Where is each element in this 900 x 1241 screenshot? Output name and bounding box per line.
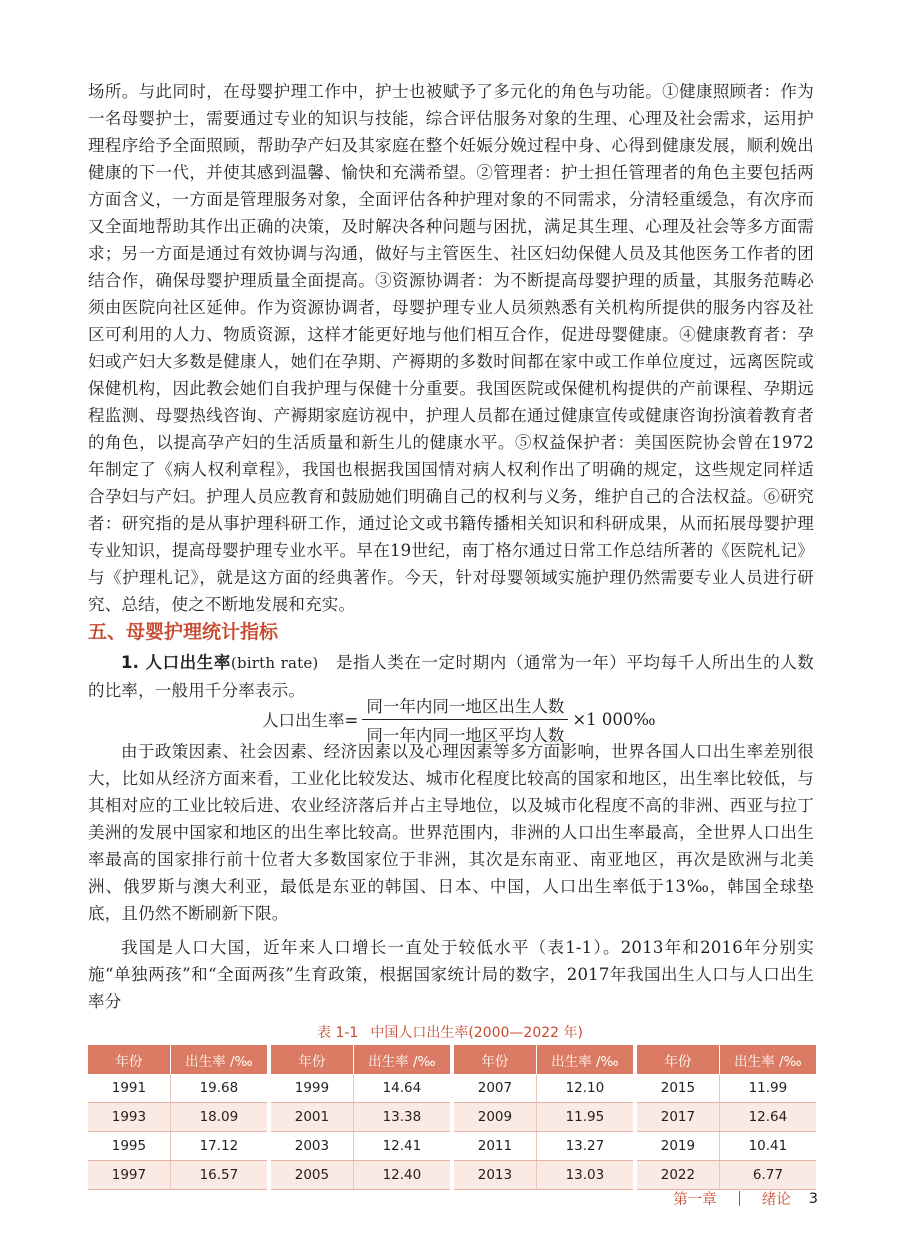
term-english: (birth rate) <box>230 654 319 672</box>
cell-year: 2017 <box>637 1103 719 1132</box>
cell-year: 2022 <box>637 1161 719 1190</box>
table-row <box>88 1074 267 1103</box>
table-row <box>637 1074 816 1103</box>
cell-year: 2013 <box>454 1161 536 1190</box>
page-number: 3 <box>808 1190 818 1207</box>
cell-rate: 10.41 <box>719 1132 816 1161</box>
header-year: 年份 <box>637 1045 719 1074</box>
table-group-2 <box>271 1045 450 1190</box>
table-header-row <box>88 1045 267 1074</box>
cell-year: 1993 <box>88 1103 170 1132</box>
page-footer <box>673 1188 818 1209</box>
table-row <box>271 1074 450 1103</box>
cell-year: 2007 <box>454 1074 536 1103</box>
cell-rate: 13.03 <box>536 1161 633 1190</box>
formula-lhs: 人口出生率= <box>262 711 359 730</box>
header-year: 年份 <box>454 1045 536 1074</box>
birth-rate-formula <box>262 694 656 744</box>
cell-year: 1999 <box>271 1074 353 1103</box>
cell-rate: 6.77 <box>719 1161 816 1190</box>
table-caption-title: 中国人口出生率(2000—2022 年) <box>370 1025 583 1041</box>
cell-year: 1997 <box>88 1161 170 1190</box>
term-label: 1. 人口出生率 <box>121 653 231 672</box>
cell-rate: 17.12 <box>170 1132 267 1161</box>
cell-rate: 13.27 <box>536 1132 633 1161</box>
paragraph-nurse-roles: 场所。与此同时，在母婴护理工作中，护士也被赋予了多元化的角色与功能。①健康照顾者：作为一名母婴护士，需要通过专业的知识与技能，综合评估服务对象的生理、心理及社会需求，运用护理程序给予全面照顾，帮助孕产妇及其家庭在整个妊娠分娩过程中身、心得到健康发展，顺利娩出健康的下一代，并使其感到温馨、愉快和充满希望。②管理者：护士担任管理者的角色主要包括两方面含义，一方面是管理服务对象，全面评估各种护理对象的不同需求，分清轻重缓急，有次序而又全面地帮助其作出正确的决策，及时解决各种问题与困扰，满足其生理、心理及社会等多方面需求；另一方面是通过有效协调与沟通，做好与主管医生、社区妇幼保健人员及其他医务工作者的团结合作，确保母婴护理质量全面提高。③资源协调者：为不断提高母婴护理的质量，其服务范畴必须由医院向社区延伸。作为资源协调者，母婴护理专业人员须熟悉有关机构所提供的服务内容及社区可利用的人力、物质资源，这样才能更好地与他们相互合作，促进母婴健康。④健康教育者：孕妇或产妇大多数是健康人，她们在孕期、产褥期的多数时间都在家中或工作单位度过，远离医院或保健机构，因此教会她们自我护理与保健十分重要。我国医院或保健机构提供的产前课程、孕期远程监测、母婴热线咨询、产褥期家庭访视中，护理人员都在通过健康宣传或健康咨询扮演着教育者的角色，以提高孕产妇的生活质量和新生儿的健康水平。⑤权益保护者：美国医院协会曾在1972年制定了《病人权利章程》，我国也根据我国国情对病人权利作出了明确的规定，这些规定同样适合孕妇与产妇。护理人员应教育和鼓励她们明确自己的权利与义务，维护自己的合法权益。⑥研究者：研究指的是从事护理科研工作，通过论文或书籍传播相关知识和科研成果，从而拓展母婴护理专业知识，提高母婴护理专业水平。早在19世纪，南丁格尔通过日常工作总结所著的《医院札记》与《护理札记》，就是这方面的经典著作。今天，针对母婴领域实施护理仍然需要专业人员进行研究、总结，使之不断地发展和充实。 <box>88 82 814 614</box>
birth-rate-table <box>88 1045 816 1190</box>
cell-year: 2005 <box>271 1161 353 1190</box>
cell-rate: 11.95 <box>536 1103 633 1132</box>
footer-chapter: 第一章 <box>673 1192 717 1208</box>
table-row <box>637 1161 816 1190</box>
table-row <box>88 1161 267 1190</box>
section-heading: 五、母婴护理统计指标 <box>88 621 279 643</box>
paragraph-world-rates: 由于政策因素、社会因素、经济因素以及心理因素等多方面影响，世界各国人口出生率差别很大，比如从经济方面来看，工业化比较发达、城市化程度比较高的国家和地区，出生率比较低，与其相对应的工业比较后进、农业经济落后并占主导地位，以及城市化程度不高的非洲、西亚与拉丁美洲的发展中国家和地区的出生率比较高。世界范围内，非洲的人口出生率最高，全世界人口出生率最高的国家排行前十位者大多数国家位于非洲，其次是东南亚、南亚地区，再次是欧洲与北美洲、俄罗斯与澳大利亚，最低是东亚的韩国、日本、中国，人口出生率低于13‰，韩国全球垫底，且仍然不断刷新下限。 <box>88 742 814 923</box>
cell-rate: 12.41 <box>353 1132 450 1161</box>
table-caption-id: 表 1-1 <box>317 1025 359 1041</box>
cell-rate: 12.10 <box>536 1074 633 1103</box>
cell-year: 2001 <box>271 1103 353 1132</box>
table-caption <box>0 1022 900 1042</box>
table-group-3 <box>454 1045 633 1190</box>
table-header-row <box>271 1045 450 1074</box>
paragraph-china-population: 我国是人口大国，近年来人口增长一直处于较低水平（表1-1）。2013年和2016年分别实施“单独两孩”和“全面两孩”生育政策，根据国家统计局的数字，2017年我国出生人口与人口出生率分 <box>88 938 814 1011</box>
term-definition: 是指人类在一定时期内（通常为一年）平均每千人所出生的人数的比率，一般用千分率表示。 <box>88 653 815 700</box>
table-header-row <box>637 1045 816 1074</box>
footer-chapter-title: 绪论 <box>761 1192 791 1208</box>
cell-year: 2003 <box>271 1132 353 1161</box>
table-row <box>88 1132 267 1161</box>
footer-separator <box>739 1191 740 1206</box>
table-header-row <box>454 1045 633 1074</box>
formula-multiplier: ×1 000‰ <box>572 709 656 729</box>
header-rate: 出生率 /‰ <box>719 1045 816 1074</box>
table-row <box>454 1074 633 1103</box>
header-year: 年份 <box>271 1045 353 1074</box>
cell-year: 2019 <box>637 1132 719 1161</box>
cell-rate: 11.99 <box>719 1074 816 1103</box>
formula-numerator: 同一年内同一地区出生人数 <box>362 693 568 720</box>
cell-rate: 16.57 <box>170 1161 267 1190</box>
table-row <box>637 1103 816 1132</box>
header-rate: 出生率 /‰ <box>536 1045 633 1074</box>
table-row <box>88 1103 267 1132</box>
cell-year: 1991 <box>88 1074 170 1103</box>
table-row <box>271 1161 450 1190</box>
table-group-1 <box>88 1045 267 1190</box>
table-row <box>454 1132 633 1161</box>
table-row <box>271 1132 450 1161</box>
table-row <box>454 1103 633 1132</box>
cell-rate: 19.68 <box>170 1074 267 1103</box>
formula-denominator: 同一年内同一地区平均人数 <box>366 725 565 745</box>
header-rate: 出生率 /‰ <box>353 1045 450 1074</box>
cell-rate: 12.40 <box>353 1161 450 1190</box>
cell-year: 2009 <box>454 1103 536 1132</box>
cell-rate: 13.38 <box>353 1103 450 1132</box>
header-year: 年份 <box>88 1045 170 1074</box>
cell-rate: 12.64 <box>719 1103 816 1132</box>
cell-year: 2011 <box>454 1132 536 1161</box>
cell-rate: 14.64 <box>353 1074 450 1103</box>
cell-year: 2015 <box>637 1074 719 1103</box>
table-row <box>454 1161 633 1190</box>
cell-rate: 18.09 <box>170 1103 267 1132</box>
cell-year: 1995 <box>88 1132 170 1161</box>
table-group-4 <box>637 1045 816 1190</box>
header-rate: 出生率 /‰ <box>170 1045 267 1074</box>
table-row <box>271 1103 450 1132</box>
table-row <box>637 1132 816 1161</box>
